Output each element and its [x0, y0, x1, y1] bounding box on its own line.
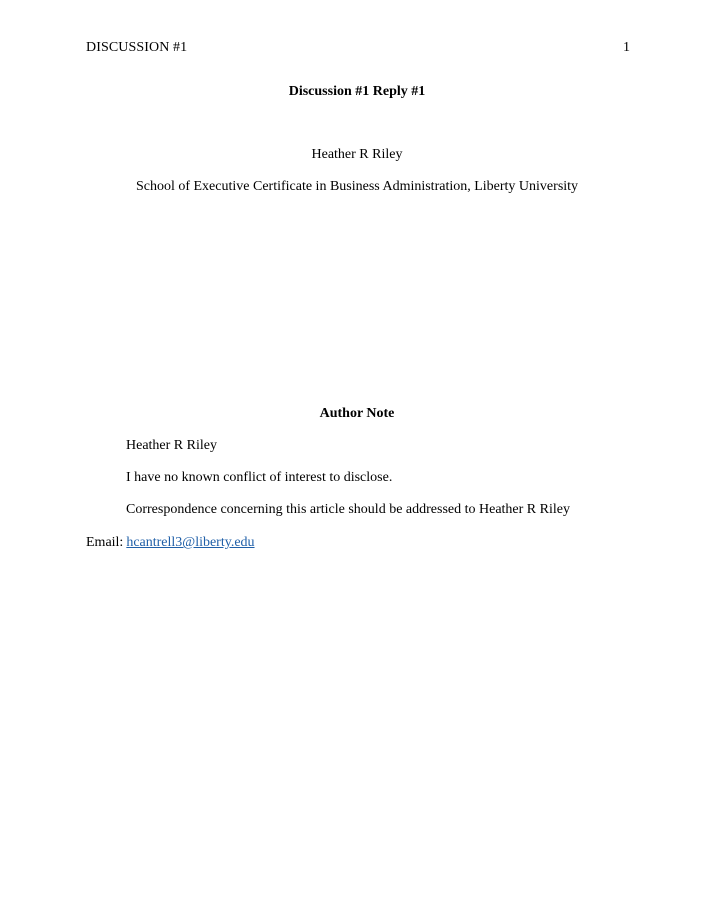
conflict-of-interest-statement: I have no known conflict of interest to disclose. [126, 470, 393, 485]
correspondence-statement: Correspondence concerning this article should be addressed to Heather R Riley [126, 502, 570, 517]
author-note-heading: Author Note [319, 406, 395, 421]
email-label: Email: [86, 535, 124, 550]
author-name: Heather R Riley [311, 147, 403, 162]
email-line [86, 535, 255, 551]
author-affiliation: School of Executive Certificate in Business Administration, Liberty University [135, 179, 579, 194]
paper-title: Discussion #1 Reply #1 [288, 84, 426, 99]
author-note-name: Heather R Riley [126, 438, 217, 453]
email-link[interactable]: hcantrell3@liberty.edu [126, 535, 255, 550]
running-head: DISCUSSION #1 [86, 40, 188, 55]
page-number: 1 [623, 40, 630, 55]
